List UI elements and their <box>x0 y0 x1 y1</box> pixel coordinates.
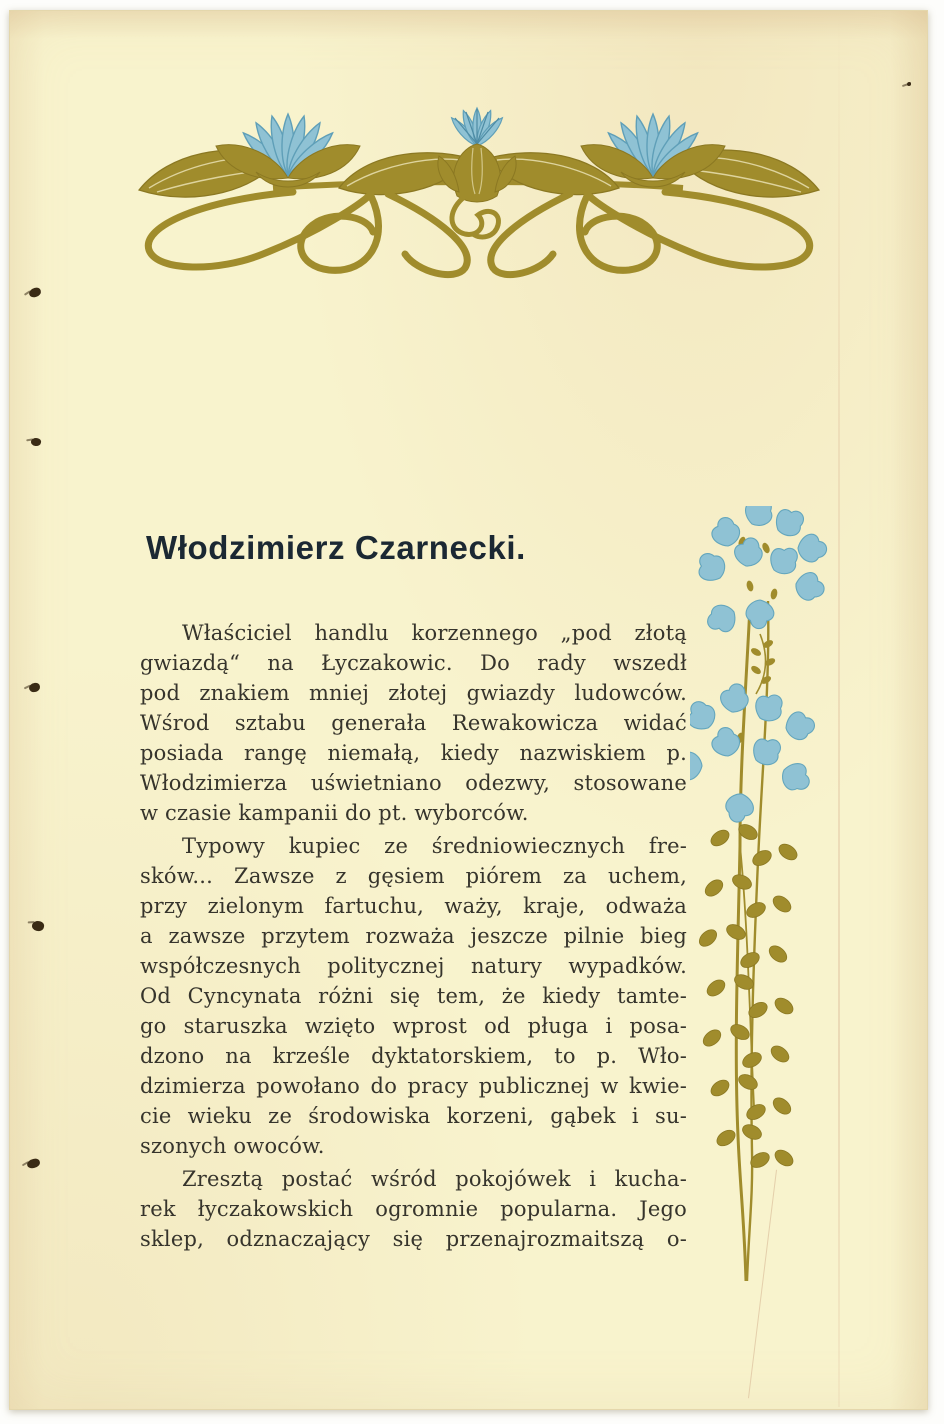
text-line: współczesnych politycznej natury wypadków. <box>140 954 687 978</box>
water-lily-header-ornament <box>132 96 826 284</box>
body-paragraph <box>140 1164 687 1254</box>
body-paragraph <box>140 618 687 828</box>
binding-hole <box>30 437 41 447</box>
text-line: Włodzimierza uświetniano odezwy, stosowane <box>140 771 687 795</box>
text-line: a zawsze przytem rozważa jeszcze pilnie bieg <box>140 924 687 948</box>
text-line: w czasie kampanii do pt. wyborców. <box>140 801 529 825</box>
text-line: szonych owoców. <box>140 1134 325 1158</box>
paper-crease <box>838 11 840 1407</box>
binding-hole <box>31 920 45 933</box>
text-line: Zresztą postać wśród pokojówek i kucha- <box>182 1167 687 1191</box>
text-line: gwiazdą“ na Łyczakowic. Do rady wszedł <box>140 651 687 675</box>
scanned-book-page <box>9 10 928 1410</box>
body-text <box>140 618 687 1257</box>
text-line: dzono na krześle dyktatorskiem, to p. Wło- <box>140 1044 687 1068</box>
binding-hole <box>28 682 40 692</box>
text-line: sklep, odznaczający się przenajrozmaitszą o- <box>140 1227 687 1251</box>
fern-leaf <box>750 634 777 694</box>
flower-stem-illustration <box>690 506 830 1288</box>
text-line: Wśrod sztabu generała Rewakowicza widać <box>140 711 687 735</box>
text-line: go staruszka wzięto wprost od pługa i posa- <box>140 1014 687 1038</box>
text-line: Od Cyncynata różni się tem, że kiedy tamte- <box>140 984 687 1008</box>
leaflets <box>696 821 800 1170</box>
text-line: dzimierza powołano do pracy publicznej w kwie- <box>140 1074 687 1098</box>
paper-speck <box>907 82 911 86</box>
binding-hole <box>28 287 42 299</box>
central-lily-bud <box>438 108 516 237</box>
binding-hole <box>26 1158 41 1170</box>
body-paragraph <box>140 831 687 1161</box>
text-line: posiada rangę niemałą, kiedy nazwiskiem p. <box>140 741 687 765</box>
text-line: cie wieku ze środowiska korzeni, gąbek i su- <box>140 1104 687 1128</box>
text-line: rek łyczakowskich ogromnie popularna. Jego <box>140 1197 687 1221</box>
text-line: sków... Zawsze z gęsiem piórem za uchem, <box>140 864 687 888</box>
text-line: Właściciel handlu korzennego „pod złotą <box>182 621 687 645</box>
text-line: przy zielonym fartuchu, waży, kraje, odważa <box>140 894 687 918</box>
text-line: Typowy kupiec ze średniowiecznych fre- <box>182 834 687 858</box>
page-title: Włodzimierz Czarnecki. <box>146 529 526 566</box>
text-line: pod znakiem mniej złotej gwiazdy ludowców. <box>140 681 687 705</box>
top-flower-cluster <box>692 506 829 638</box>
middle-flower-cluster <box>690 682 818 823</box>
